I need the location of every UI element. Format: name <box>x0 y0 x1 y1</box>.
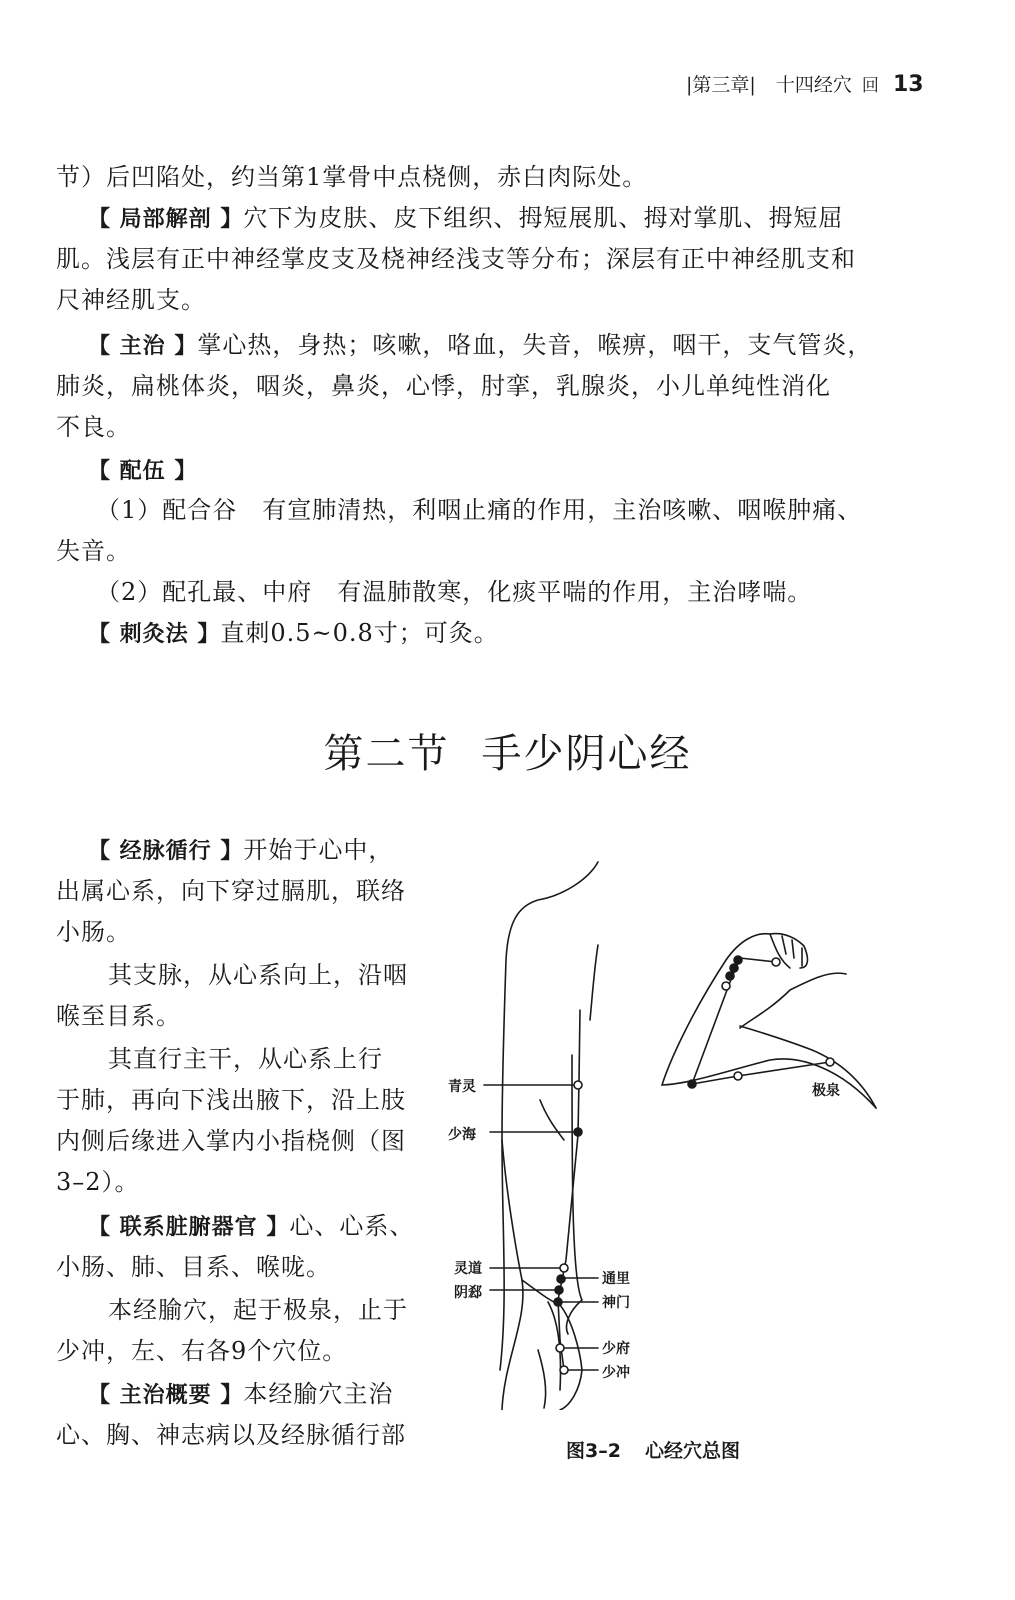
point-qingling <box>574 1081 582 1089</box>
combination-heading <box>88 450 197 492</box>
inset-point-shaohai <box>688 1080 696 1088</box>
course-line-2: 出属心系，向下穿过膈肌，联络 <box>56 877 406 905</box>
point-shaohai <box>574 1128 582 1136</box>
thumb-outline <box>538 1350 546 1408</box>
combination-1-line-1: （1）配合谷 有宣肺清热，利咽止痛的作用，主治咳嗽、咽喉肿痛、 <box>96 496 863 524</box>
point-yinxi <box>555 1286 563 1294</box>
elbow-crease <box>540 1100 564 1140</box>
trunk-line-4: 3–2）。 <box>56 1168 140 1196</box>
chapter-label: |第三章| <box>686 74 756 96</box>
label-shenmen: 神门 <box>602 1295 630 1311</box>
branch-line-2: 喉至目系。 <box>56 1002 181 1030</box>
label-shaohai: 少海 <box>448 1127 476 1143</box>
inset-point-3 <box>730 964 738 972</box>
combination-2: （2）配孔最、中府 有温肺散寒，化痰平喘的作用，主治哮喘。 <box>96 578 813 606</box>
inset-forearm <box>740 973 846 1028</box>
indication-line-3: 不良。 <box>56 413 131 441</box>
inset-meridian-line <box>692 958 830 1084</box>
organs-line-1: 【 联系脏腑器官 】心、心系、 <box>88 1212 415 1240</box>
needling-line: 【 刺灸法 】直刺0.5~0.8寸；可灸。 <box>88 619 499 647</box>
arm-inner-outline <box>567 1055 582 1334</box>
anatomy-line-3: 尺神经肌支。 <box>56 286 206 314</box>
course-line-3: 小肠。 <box>56 918 131 946</box>
combination-label: 【 配伍 】 <box>88 459 198 484</box>
anatomy-line-2: 肌。浅层有正中神经掌皮支及桡神经浅支等分布；深层有正中神经肌支和 <box>56 245 856 273</box>
trunk-line-2: 于肺，再向下浅出腋下，沿上肢 <box>56 1086 406 1114</box>
needling-label: 【 刺灸法 】 <box>88 622 221 647</box>
heart-meridian-figure <box>440 850 900 1410</box>
indication-line-2: 肺炎，扁桃体炎，咽炎，鼻炎，心悸，肘挛，乳腺炎，小儿单纯性消化 <box>56 372 831 400</box>
chapter-title: 十四经穴 <box>775 74 852 96</box>
point-shenmen <box>554 1298 562 1306</box>
point-tongli <box>557 1275 565 1283</box>
anatomy-label: 【 局部解剖 】 <box>88 207 244 232</box>
organs-line-2: 小肠、肺、目系、喉咙。 <box>56 1253 331 1281</box>
point-lingdao <box>560 1264 568 1272</box>
hand-outline <box>522 1280 582 1410</box>
inset-point-4 <box>734 956 742 964</box>
label-shaochong: 少冲 <box>602 1365 630 1381</box>
indication-line-1: 【 主治 】掌心热，身热；咳嗽，咯血，失音，喉痹，咽干，支气管炎， <box>88 331 873 359</box>
label-shaofu: 少府 <box>602 1341 630 1357</box>
inset-shoulder <box>740 1026 876 1108</box>
torso-line <box>590 945 598 1020</box>
summary-line-1: 【 主治概要 】本经腧穴主治 <box>88 1380 394 1408</box>
points-line-1: 本经腧穴，起于极泉，止于 <box>108 1296 408 1324</box>
text-line: 节）后凹陷处，约当第1掌骨中点桡侧，赤白肉际处。 <box>56 163 648 191</box>
trunk-line-1: 其直行主干，从心系上行 <box>108 1045 383 1073</box>
summary-line-2: 心、胸、神志病以及经脉循行部 <box>56 1421 406 1449</box>
label-jiquan: 极泉 <box>812 1083 840 1099</box>
arm-outline <box>500 862 598 1370</box>
figure-title: 心经穴总图 <box>644 1440 740 1462</box>
label-lingdao: 灵道 <box>454 1261 482 1277</box>
inset-point-5 <box>772 958 780 966</box>
figure-number: 图3–2 <box>566 1440 621 1462</box>
section-name: 手少阴心经 <box>481 731 692 777</box>
course-label: 【 经脉循行 】 <box>88 839 244 864</box>
trunk-line-3: 内侧后缘进入掌内小指桡侧（图 <box>56 1127 406 1155</box>
label-yinxi: 阴郄 <box>454 1285 482 1301</box>
page-number: 13 <box>892 72 924 97</box>
forearm-outline <box>502 1140 523 1410</box>
inset-point-jiquan <box>826 1058 834 1066</box>
point-shaochong <box>560 1366 568 1374</box>
section-heading <box>0 722 1015 779</box>
inset-arm-outline <box>662 934 807 1085</box>
branch-line-1: 其支脉，从心系向上，沿咽 <box>108 961 408 989</box>
points-line-2: 少冲，左、右各9个穴位。 <box>56 1337 348 1365</box>
label-tongli: 通里 <box>602 1271 630 1287</box>
organs-label: 【 联系脏腑器官 】 <box>88 1215 290 1240</box>
inset-point-1 <box>722 982 730 990</box>
running-header <box>686 70 924 97</box>
inset-point-2 <box>726 972 734 980</box>
summary-label: 【 主治概要 】 <box>88 1383 244 1408</box>
indication-label: 【 主治 】 <box>88 334 198 359</box>
figure-caption <box>566 1436 740 1463</box>
box-icon: 回 <box>861 76 879 96</box>
section-number: 第二节 <box>323 731 450 777</box>
point-shaofu <box>556 1344 564 1352</box>
label-qingling: 青灵 <box>448 1079 476 1095</box>
combination-1-line-2: 失音。 <box>56 537 131 565</box>
anatomy-line-1: 【 局部解剖 】穴下为皮肤、皮下组织、拇短展肌、拇对掌肌、拇短屈 <box>88 204 844 232</box>
inset-point-qingling <box>734 1072 742 1080</box>
course-line-1: 【 经脉循行 】开始于心中， <box>88 836 394 864</box>
